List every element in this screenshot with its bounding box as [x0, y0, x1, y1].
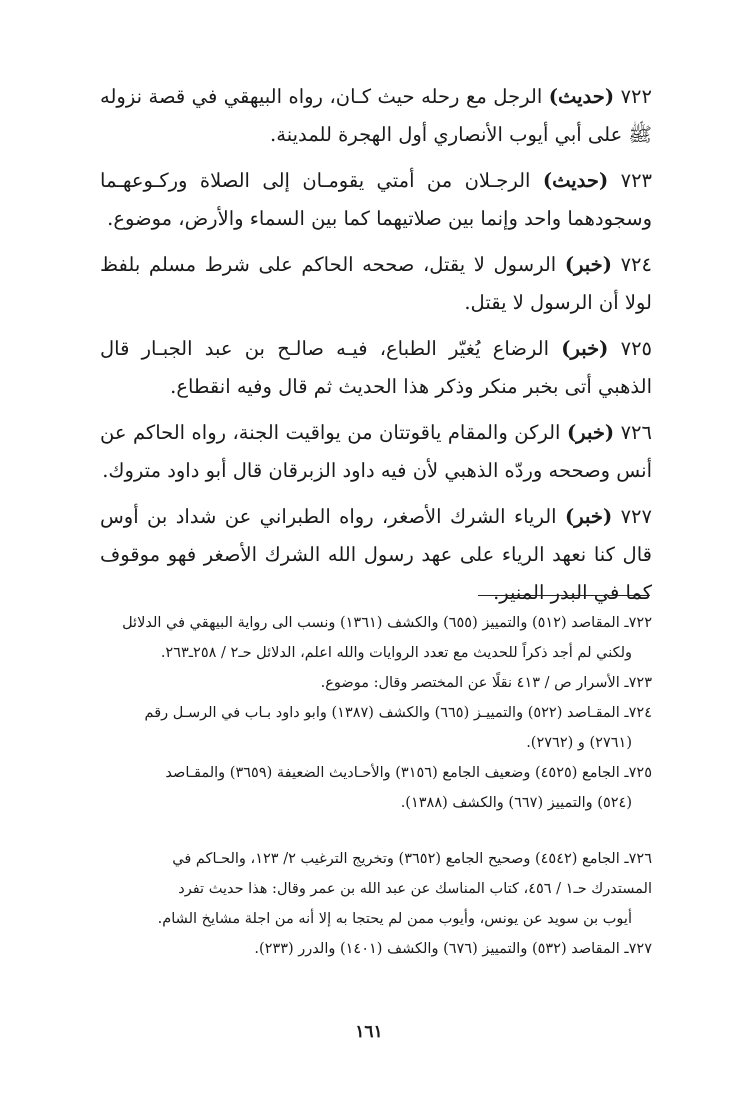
entry-number: ٧٢٤: [620, 253, 652, 276]
entry-text: الرجـلان من أمتي يقومـان إلى الصلاة وركـوعهـما وسجودهما واحد وإنما بين صلاتيهما كما بين السماء والأرض، موضوع.: [100, 169, 652, 230]
entry-number: ٧٢٥: [620, 337, 653, 360]
entry-723: [100, 162, 652, 238]
entry-text: الرضاع يُغيّر الطباع، فيـه صالـح بن عبد الجبـار قال الذهبي أتى بخبر منكر وذكر هذا الحديث ثم قال وفيه انقطاع.: [100, 337, 652, 398]
page-number: ١٦١: [355, 1022, 383, 1042]
footnotes: [100, 608, 652, 964]
entry-label: (خبر): [561, 337, 609, 360]
footnote-line: المستدرك حـ١ / ٤٥٦، كتاب المناسك عن عبد الله بن عمر وقال: هذا حديث تفرد: [178, 881, 652, 897]
footnote-line: ولكني لم أجد ذكراً للحديث مع تعدد الروايات والله اعلم، الدلائل حـ٢ / ٢٥٨ـ٢٦٣.: [160, 645, 632, 661]
entry-text: الركن والمقام ياقوتتان من يواقيت الجنة، رواه الحاكم عن أنس وصححه وردّه الذهبي لأن فيه داود الزبرقان قال أبو داود متروك.: [100, 421, 652, 482]
entry-number: ٧٢٢: [620, 85, 652, 108]
footnote-line: (٢٧٦١) و (٢٧٦٢).: [526, 735, 632, 751]
footnote-line: (٥٢٤) والتمييز (٦٦٧) والكشف (١٣٨٨).: [400, 795, 632, 811]
entry-label: (خبر): [564, 253, 612, 276]
entry-number: ٧٢٦: [620, 421, 652, 444]
entry-label: (خبر): [566, 421, 615, 444]
entry-text: الرجل مع رحله حيث كـان، رواه البيهقي في قصة نزوله ﷺ على أبي أيوب الأنصاري أول الهجرة للمدينة.: [100, 85, 652, 146]
entry-label: (حديث): [548, 85, 615, 108]
entry-text: الرياء الشرك الأصغر، رواه الطبراني عن شداد بن أوس قال كنا نعهد الرياء على عهد رسول الله الشرك الأصغر فهو موقوف كما في البدر المنير.: [100, 505, 652, 604]
entry-726: [100, 414, 652, 490]
footnote-line: ٧٢٤ـ المقـاصد (٥٢٢) والتمييـز (٦٦٥) والكشف (١٣٨٧) وابو داود بـاب في الرسـل رقم: [144, 705, 652, 721]
footnote-line: ٧٢٣ـ الأسرار ص / ٤١٣ نقلًا عن المختصر وقال: موضوع.: [320, 675, 652, 691]
footnote-divider: [478, 595, 650, 596]
footnote-line: ٧٢٦ـ الجامع (٤٥٤٢) وصحيح الجامع (٣٦٥٢) وتخريج الترغيب ٢/ ١٢٣، والحـاكم في: [172, 851, 652, 867]
entry-725: [100, 330, 652, 406]
footnote-line: أيوب بن سويد عن يونس، وأيوب ممن لم يحتجا به إلا أنه من اجلة مشايخ الشام.: [157, 911, 632, 927]
entry-label: (حديث): [542, 169, 609, 192]
footnote-line: ٧٢٧ـ المقاصد (٥٣٢) والتمييز (٦٧٦) والكشف (١٤٠١) والدرر (٢٣٣).: [254, 941, 652, 957]
main-entries: [100, 78, 652, 620]
entry-724: [100, 246, 652, 322]
entry-number: ٧٢٧: [620, 505, 652, 528]
entry-text: الرسول لا يقتل، صححه الحاكم على شرط مسلم بلفظ لولا أن الرسول لا يقتل.: [100, 253, 652, 314]
footnote-line: ٧٢٢ـ المقاصد (٥١٢) والتمييز (٦٥٥) والكشف (١٣٦١) ونسب الى رواية البيهقي في الدلائل: [122, 615, 652, 631]
entry-label: (خبر): [565, 505, 613, 528]
entry-number: ٧٢٣: [620, 169, 653, 192]
entry-722: [100, 78, 652, 154]
footnote-line: ٧٢٥ـ الجامع (٤٥٢٥) وضعيف الجامع (٣١٥٦) والأحـاديث الضعيفة (٣٦٥٩) والمقـاصد: [165, 765, 652, 781]
